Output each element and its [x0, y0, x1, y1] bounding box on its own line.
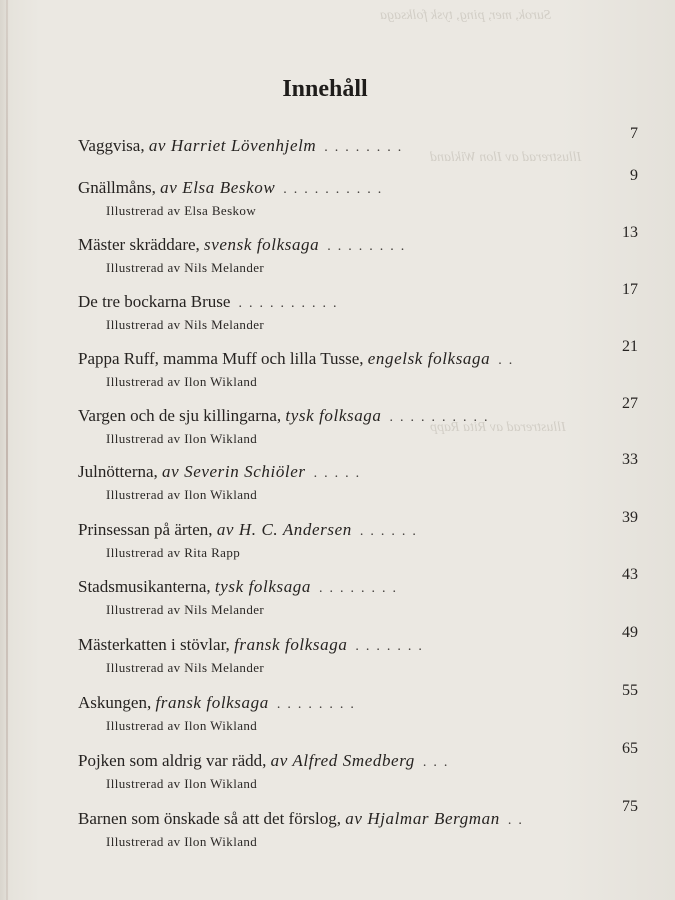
toc-entry	[78, 451, 638, 511]
dot-leader: ..........	[238, 296, 344, 311]
toc-entry-title: Julnötterna,	[78, 462, 158, 481]
toc-entry-line	[78, 566, 638, 602]
toc-entry-line	[78, 509, 638, 545]
toc-entry-title: Gnällmåns,	[78, 178, 156, 197]
toc-entry-page-number: 27	[622, 395, 638, 412]
toc-entry-line	[78, 740, 638, 776]
toc-entry-line	[78, 167, 638, 203]
page-title: Innehåll	[282, 76, 368, 103]
toc-entry	[78, 566, 638, 626]
toc-entry	[78, 167, 638, 227]
dot-leader: ........	[327, 239, 412, 254]
show-through-text: Illustrerad av Ilon Wikland	[430, 150, 582, 165]
dot-leader: .....	[313, 466, 367, 481]
toc-entry-author: tysk folksaga	[285, 406, 382, 425]
toc-entry-page-number: 55	[622, 682, 638, 699]
toc-entry-line	[78, 395, 638, 431]
toc-entry-page-number: 13	[622, 224, 638, 241]
toc-entry-illustrator: Illustrerad av Elsa Beskow	[106, 203, 257, 218]
toc-entry	[78, 281, 638, 341]
toc-entry-title: Prinsessan på ärten,	[78, 520, 213, 539]
toc-entry-illustrator: Illustrerad av Rita Rapp	[106, 545, 241, 560]
toc-entry	[78, 395, 638, 455]
toc-entry-title: Vaggvisa,	[78, 136, 145, 155]
toc-entry-page-number: 39	[622, 509, 638, 526]
toc-entry-line	[78, 451, 638, 487]
toc-entry	[78, 509, 638, 569]
toc-entry-line	[78, 338, 638, 374]
dot-leader: ........	[324, 140, 409, 155]
toc-entry-title: Mästerkatten i stövlar,	[78, 635, 230, 654]
toc-entry-author: av Hjalmar Bergman	[345, 809, 500, 828]
dot-leader: ..	[498, 353, 520, 368]
toc-entry	[78, 338, 638, 398]
toc-entry-page-number: 43	[622, 566, 638, 583]
toc-entry-illustrator: Illustrerad av Nils Melander	[106, 260, 265, 275]
toc-entry-illustrator: Illustrerad av Ilon Wikland	[106, 487, 258, 502]
toc-entry-author: av Severin Schiöler	[162, 462, 306, 481]
toc-entry-illustrator: Illustrerad av Ilon Wikland	[106, 834, 258, 849]
toc-entry-page-number: 33	[622, 451, 638, 468]
toc-entry-author: fransk folksaga	[155, 693, 269, 712]
toc-entry-author: av H. C. Andersen	[216, 520, 352, 539]
dot-leader: ........	[276, 697, 361, 712]
dot-leader: ..........	[389, 410, 495, 425]
toc-entry-page-number: 17	[622, 281, 638, 298]
toc-entry-page-number: 9	[630, 167, 638, 184]
page-edge	[6, 0, 8, 900]
toc-entry-page-number: 21	[622, 338, 638, 355]
toc-entry-author: tysk folksaga	[214, 577, 312, 596]
dot-leader: ......	[359, 524, 423, 539]
toc-entry-author: engelsk folksaga	[367, 349, 491, 368]
toc-entry-illustrator: Illustrerad av Ilon Wikland	[106, 431, 258, 446]
toc-entry	[78, 798, 638, 858]
toc-entry-page-number: 65	[622, 740, 638, 757]
toc-entry-author: av Elsa Beskow	[160, 178, 276, 197]
toc-entry-title: Mäster skräddare,	[78, 235, 200, 254]
toc-entry-illustrator: Illustrerad av Nils Melander	[106, 317, 265, 332]
dot-leader: ...	[422, 755, 455, 770]
toc-entry-author: fransk folksaga	[234, 635, 348, 654]
dot-leader: ..........	[283, 182, 389, 197]
toc-entry-title: Pappa Ruff, mamma Muff och lilla Tusse,	[78, 349, 364, 368]
toc-entry-illustrator: Illustrerad av Ilon Wikland	[106, 718, 258, 733]
toc-entry-line	[78, 798, 638, 834]
dot-leader: ........	[319, 581, 404, 596]
dot-leader: .......	[355, 639, 429, 654]
toc-entry-title: Stadsmusikanterna,	[78, 577, 211, 596]
toc-entry-page-number: 49	[622, 624, 638, 641]
toc-entry-illustrator: Illustrerad av Ilon Wikland	[106, 374, 258, 389]
toc-entry-illustrator: Illustrerad av Nils Melander	[106, 602, 265, 617]
toc-entry-title: Askungen,	[78, 693, 152, 712]
toc-entry-title: Vargen och de sju killingarna,	[78, 406, 282, 425]
toc-entry-illustrator: Illustrerad av Ilon Wikland	[106, 776, 258, 791]
toc-entry-title: De tre bockarna Bruse	[78, 292, 231, 311]
toc-entry-line	[78, 224, 638, 260]
toc-entry-page-number: 7	[630, 125, 638, 142]
toc-entry	[78, 682, 638, 742]
toc-entry-author: av Alfred Smedberg	[270, 751, 415, 770]
toc-entry-page-number: 75	[622, 798, 638, 815]
dot-leader: ..	[507, 813, 529, 828]
toc-entry	[78, 624, 638, 684]
toc-entry-line	[78, 281, 638, 317]
toc-entry-illustrator: Illustrerad av Nils Melander	[106, 660, 265, 675]
toc-entry-author: av Harriet Lövenhjelm	[148, 136, 317, 155]
show-through-text: Illustrerad av Rita Rapp	[430, 420, 566, 435]
toc-entry-line	[78, 125, 638, 161]
toc-entry-line	[78, 624, 638, 660]
toc-entry	[78, 224, 638, 284]
show-through-text: Surok, mer, ping, tysk folksaga	[380, 8, 551, 23]
toc-entry-title: Barnen som önskade så att det förslog,	[78, 809, 341, 828]
toc-entry-line	[78, 682, 638, 718]
toc-entry-title: Pojken som aldrig var rädd,	[78, 751, 267, 770]
toc-entry-author: svensk folksaga	[204, 235, 320, 254]
toc-entry	[78, 740, 638, 800]
